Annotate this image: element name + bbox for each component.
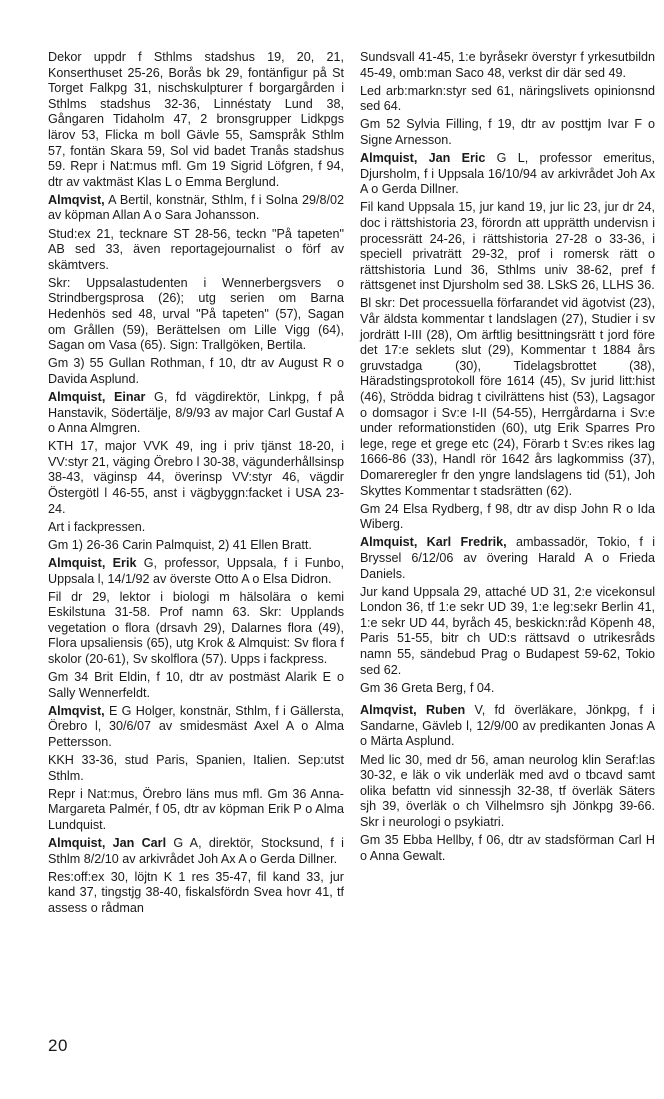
entry-paragraph: Fil dr 29, lektor i biologi m hälsolära o kemi Eskilstuna 31-58. Prof namn 63. Skr: Upplands vegetation o flora (drsavh 29), Dalarnes flora (49), Flora upsaliensis (65), utg Krok & Almquist: Sv flora f skolor (20-61), Sv skolflora (57). Upps i fackpress. [48, 589, 344, 666]
entry-paragraph: Res:off:ex 30, löjtn K 1 res 35-47, fil kand 33, jur kand 37, tingstjg 38-40, fiskalsfördn Svea hovr 41, tf assess o rådman [48, 869, 344, 915]
page-number: 20 [48, 1036, 68, 1055]
entry-heading-paragraph: Almquist, Karl Fredrik, ambassadör, Tokio, f i Bryssel 6/12/06 av övering Harald A o Frieda Daniels. [360, 535, 655, 581]
entry-name: Almquist, Erik [48, 555, 137, 570]
entry-paragraph: Med lic 30, med dr 56, aman neurolog klin Seraf:las 30-32, e läk o vik underläk med avd o tbcavd samt olika befattn vid sinnessjh 32-38, tf överläk Säters sjh 39, överläk o ch Vilhelmsro sjh Jönkpg 39-66. Skr i neurologi o psykiatri. [360, 752, 655, 829]
entry-paragraph: KKH 33-36, stud Paris, Spanien, Italien. Sep:utst Sthlm. [48, 753, 344, 783]
entry-paragraph: Skr: Uppsalastudenten i Wennerbergsvers o Strindbergsprosa (26); utg serien om Barna Hedenhös sed 48, urval "På tapeten" (57), Sagan om Grållen (59), Berättelsen om Lille Vigg (64), Sagan om Vasa (65). Sign: Trallgöken, Bertila. [48, 275, 344, 353]
entry-name: Almqvist, Ruben [360, 703, 466, 718]
entry-paragraph: Bl skr: Det processuella förfarandet vid ägotvist (23), Vår äldsta kommentar t landslagen (27), Studier i sv jordrätt I-III (28), Om ärftlig besittningsrätt t jord före det 17:e seklets slut (29), Kommentar t 1884 års gruvstadga (30), Tidelagsbrottet (38), Häradstingsprotokoll före 1614 (45), Sv jurid litt:hist (46), Strödda bidrag t civilrättens hist (53), Lagsagor o domsagor i Sv:e I-II (54-55), Herrgårdarna i Sv:e under reformationstiden (60), utg Erik Sparres Pro lege, rege et grege etc (24), Förarb t Sv:es rikes lag 1666-86 (33), Handl rör 1642 års lagkommiss (37), Domareregler fr den yngre landslagens tid (51), Joh Skyttes Kommentar t stadsrätten (62). [360, 296, 655, 498]
entry-heading-paragraph: Almquist, Erik G, professor, Uppsala, f i Funbo, Uppsala l, 14/1/92 av överste Otto A o Elsa Didron. [48, 555, 344, 586]
entry-heading-paragraph: Almquist, Jan Carl G A, direktör, Stocksund, f i Sthlm 8/2/10 av arkivrådet Joh Ax A o Gerda Dillner. [48, 836, 344, 866]
entry-paragraph: Jur kand Uppsala 29, attaché UD 31, 2:e vicekonsul London 36, tf 1:e sekr UD 39, 1:e leg:sekr Berlin 41, 1:e sekr UD 44, byråch 45, beskickn:råd Köpenh 48, Paris 51-55, bitr ch UD:s rättsavd o utrikesråds namn 55, sändebud Prag o Budapest 59-62, Tokio sed 62. [360, 584, 655, 677]
left-column [48, 50, 344, 919]
entry-paragraph: Gm 34 Brit Eldin, f 10, dtr av postmäst Alarik E o Sally Wennerfeldt. [48, 670, 344, 700]
entry-paragraph: Gm 24 Elsa Rydberg, f 98, dtr av disp John R o Ida Wiberg. [360, 501, 655, 532]
entry-paragraph: Gm 36 Greta Berg, f 04. [360, 680, 495, 695]
entry-paragraph: Gm 52 Sylvia Filling, f 19, dtr av posttjm Ivar F o Signe Arnesson. [360, 117, 655, 147]
right-column [360, 50, 655, 867]
entry-paragraph: Gm 35 Ebba Hellby, f 06, dtr av stadsförman Carl H o Anna Gewalt. [360, 833, 655, 863]
entry-paragraph: Fil kand Uppsala 15, jur kand 19, jur lic 23, jur dr 24, doc i rättshistoria 23, förordn att upprätth undervisn i processrätt 24-26, i rättshistoria 27-28 o 33-36, i speciell privaträtt 29-32, prof i romersk rätt o rättshistoria Lund 36, Sthlms univ 38-62, pref f rättsgenet inst Djursholm sed 38. LSkS 26, LLHS 36. [360, 200, 655, 293]
entry-heading-paragraph: Almquist, Einar G, fd vägdirektör, Linkpg, f på Hanstavik, Södertälje, 8/9/93 av major Carl Gustaf A o Anna Almgren. [48, 389, 345, 436]
entry-name: Almqvist, [48, 192, 105, 207]
entry-heading-paragraph: Almqvist, Ruben V, fd överläkare, Jönkpg, f i Sandarne, Gävleb l, 12/9/00 av predikanten Jonas A o Märta Asplund. [360, 703, 655, 749]
entry-name: Almquist, Jan Eric [360, 151, 486, 166]
entry-paragraph: Repr i Nat:mus, Örebro läns mus mfl. Gm 36 Anna-Margareta Palmér, f 05, dtr av köpman Erik P o Alma Lundquist. [48, 786, 344, 832]
entry-name: Almquist, Karl Fredrik, [360, 535, 507, 550]
entry-paragraph: Dekor uppdr f Sthlms stadshus 19, 20, 21, Konserthuset 25-26, Borås bk 29, fontänfigur på St Torget Falkpg 31, nischskulpturer f borgargården i Sthlms stadshus 32-36, Linnéstaty Lund 38, Gångaren Tidaholm 47, 2 bronsgrupper Lidkpgs lärov 53, Flicka m boll Gävle 55, Samspråk Sthlm 57, fontän Skara 59, Sol vid badet Tranås stadshus 59. Repr i Nat:mus mfl. Gm 19 Sigrid Löfgren, f 94, dtr av vaktmäst Klas L o Emma Berglund. [48, 50, 344, 189]
entry-paragraph: Sundsvall 41-45, 1:e byråsekr överstyr f yrkesutbildn 45-49, omb:man Saco 48, verkst dir där sed 49. [360, 50, 655, 80]
entry-name: Almqvist, [48, 703, 105, 718]
entry-paragraph: KTH 17, major VVK 49, ing i priv tjänst 18-20, i VV:styr 21, väging Örebro l 30-38, vägunderhållsinsp 38-43, väginsp 44, överinsp VV:styr 46, vägdir Östergötl l 46-55, anst i vägbyggn:facket i USA 23-24. [48, 439, 344, 516]
entry-paragraph: Led arb:markn:styr sed 61, näringslivets opinionsnd sed 64. [360, 83, 655, 114]
entry-paragraph: Art i fackpressen. [48, 519, 146, 534]
entry-name: Almquist, Einar [48, 389, 146, 404]
entry-paragraph: Stud:ex 21, tecknare ST 28-56, teckn "På tapeten" AB sed 33, även reportagejournalist o förf av skämtvers. [48, 226, 344, 272]
entry-heading-paragraph: Almquist, Jan Eric G L, professor emeritus, Djursholm, f i Uppsala 16/10/94 av arkivrådet Joh Ax A o Gerda Dillner. [360, 151, 655, 197]
entry-paragraph: Gm 3) 55 Gullan Rothman, f 10, dtr av August R o Davida Asplund. [48, 356, 344, 386]
entry-heading-paragraph: Almqvist, A Bertil, konstnär, Sthlm, f i Solna 29/8/02 av köpman Allan A o Sara Johansson. [48, 192, 344, 223]
entry-paragraph: Gm 1) 26-36 Carin Palmquist, 2) 41 Ellen Bratt. [48, 537, 312, 552]
entry-heading-paragraph: Almqvist, E G Holger, konstnär, Sthlm, f i Gällersta, Örebro l, 30/6/07 av smidesmäst Axel A o Alma Pettersson. [48, 703, 344, 749]
entry-name: Almquist, Jan Carl [48, 836, 167, 850]
